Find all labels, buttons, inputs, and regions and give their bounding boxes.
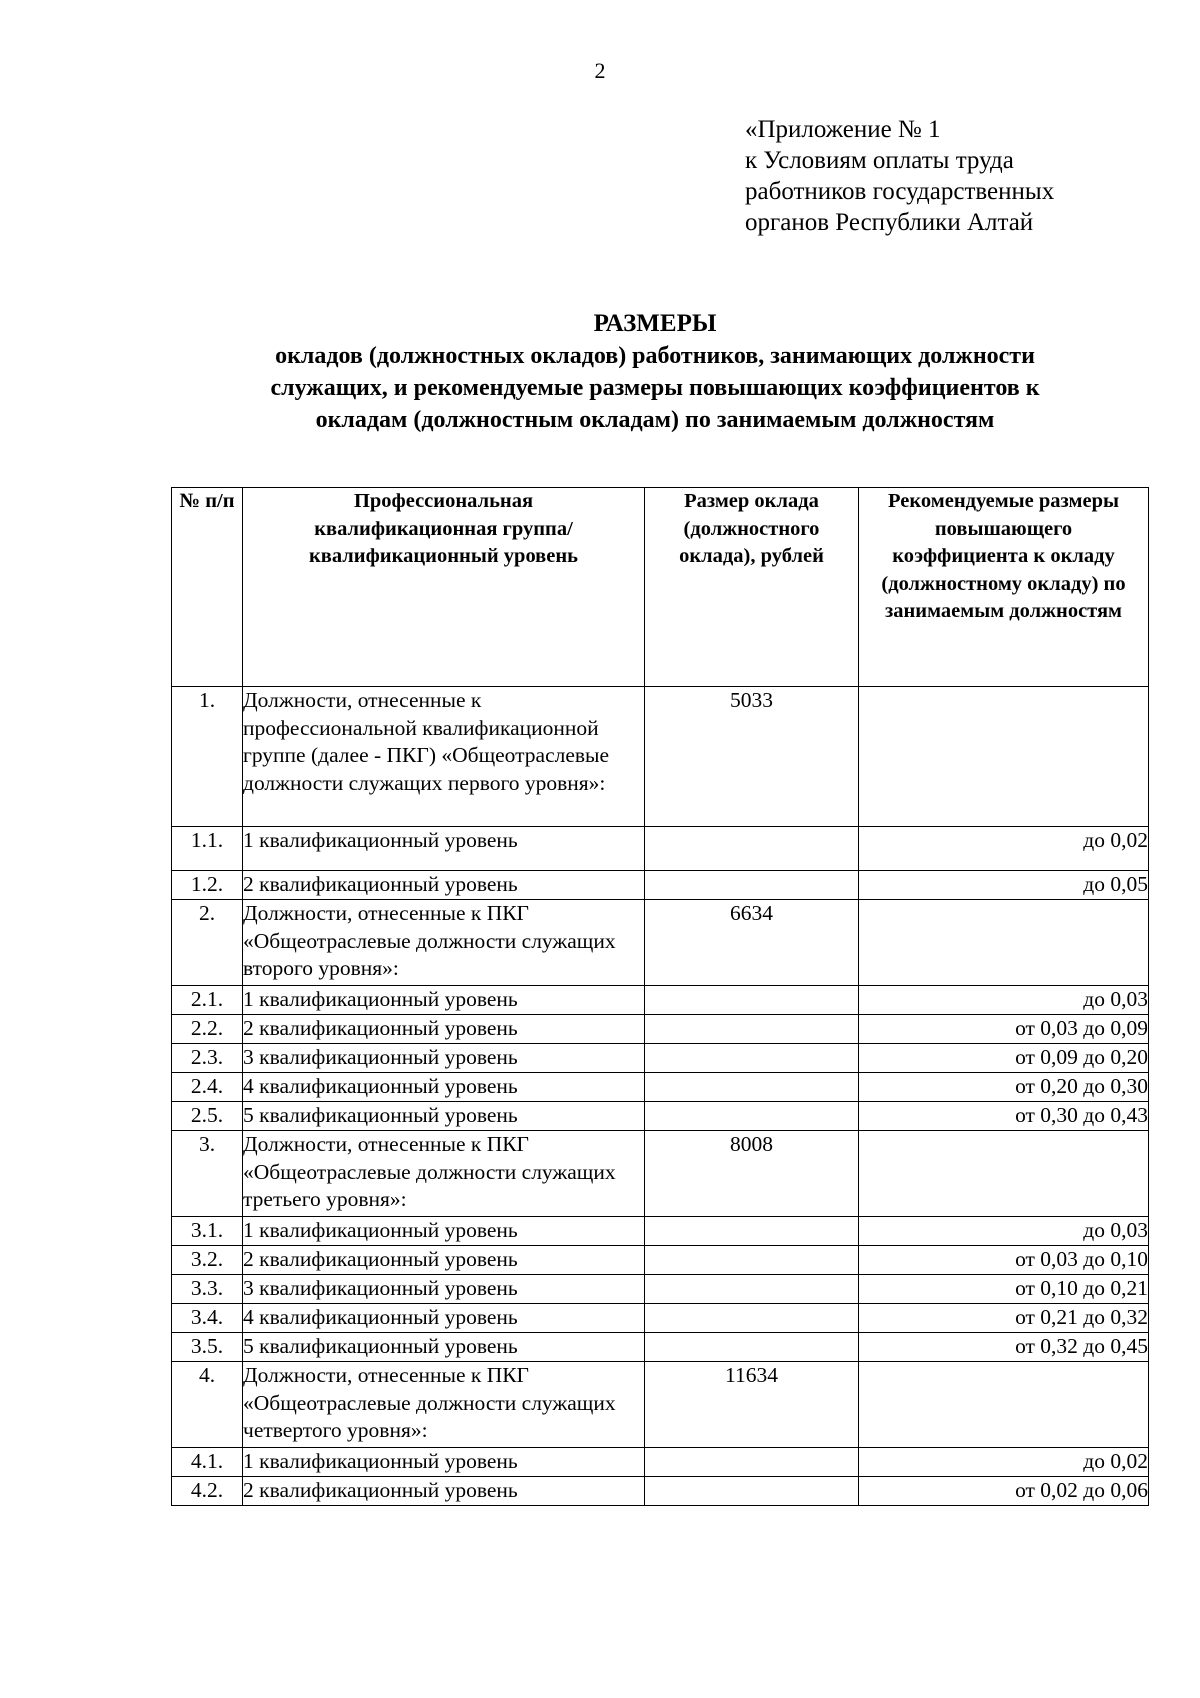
row-salary: 6634 (645, 900, 859, 986)
row-group: 4 квалификационный уровень (243, 1073, 645, 1102)
row-coefficient: от 0,03 до 0,09 (859, 1015, 1149, 1044)
row-salary (645, 1448, 859, 1477)
table-row (172, 1015, 1149, 1044)
row-coefficient: до 0,05 (859, 871, 1149, 900)
subtitle-line: окладам (должностным окладам) по занимаемым должностям (315, 407, 995, 433)
table-row (172, 986, 1149, 1015)
row-coefficient: до 0,02 (859, 827, 1149, 871)
document-heading (160, 308, 1150, 436)
row-salary (645, 986, 859, 1015)
table-row (172, 1131, 1149, 1217)
row-coefficient: от 0,21 до 0,32 (859, 1304, 1149, 1333)
row-group: 1 квалификационный уровень (243, 986, 645, 1015)
row-coefficient: от 0,30 до 0,43 (859, 1102, 1149, 1131)
row-number: 3.1. (172, 1217, 243, 1246)
row-salary (645, 1333, 859, 1362)
row-salary (645, 1275, 859, 1304)
table-row (172, 1362, 1149, 1448)
page-number: 2 (594, 58, 606, 83)
row-number: 2.4. (172, 1073, 243, 1102)
row-number: 4.1. (172, 1448, 243, 1477)
row-group: 5 квалификационный уровень (243, 1102, 645, 1131)
row-group: Должности, отнесенные к профессиональной квалификационной группе (далее - ПКГ) «Общеотраслевые должности служащих первого уровня»: (243, 687, 645, 827)
row-salary: 11634 (645, 1362, 859, 1448)
table-row (172, 1246, 1149, 1275)
annex-line: «Приложение № 1 (745, 116, 941, 143)
table-row (172, 1275, 1149, 1304)
row-group: 1 квалификационный уровень (243, 1448, 645, 1477)
table-row (172, 827, 1149, 871)
row-salary (645, 1102, 859, 1131)
row-coefficient: до 0,02 (859, 1448, 1149, 1477)
row-group: 2 квалификационный уровень (243, 1477, 645, 1506)
row-group: 2 квалификационный уровень (243, 1015, 645, 1044)
row-salary (645, 1217, 859, 1246)
annex-line: работников государственных (745, 178, 1055, 205)
row-group: 3 квалификационный уровень (243, 1275, 645, 1304)
document-title: РАЗМЕРЫ (593, 310, 717, 337)
row-salary: 8008 (645, 1131, 859, 1217)
row-group: 1 квалификационный уровень (243, 827, 645, 871)
row-coefficient (859, 900, 1149, 986)
table-row (172, 1102, 1149, 1131)
row-group: Должности, отнесенные к ПКГ «Общеотраслевые должности служащих четвертого уровня»: (243, 1362, 645, 1448)
row-number: 3.3. (172, 1275, 243, 1304)
table-row (172, 687, 1149, 827)
table-row (172, 1073, 1149, 1102)
table-row (172, 900, 1149, 986)
row-salary (645, 1044, 859, 1073)
row-group: 1 квалификационный уровень (243, 1217, 645, 1246)
row-coefficient: от 0,09 до 0,20 (859, 1044, 1149, 1073)
row-number: 3.4. (172, 1304, 243, 1333)
annex-reference (745, 114, 1165, 238)
row-salary (645, 1477, 859, 1506)
header-coefficient: Рекомендуемые размеры повышающего коэффициента к окладу (должностному окладу) по занимаемым должностям (859, 488, 1149, 687)
row-number: 2.1. (172, 986, 243, 1015)
row-group: Должности, отнесенные к ПКГ «Общеотраслевые должности служащих третьего уровня»: (243, 1131, 645, 1217)
row-number: 1. (172, 687, 243, 827)
header-number: № п/п (172, 488, 243, 687)
row-number: 4. (172, 1362, 243, 1448)
row-coefficient: от 0,20 до 0,30 (859, 1073, 1149, 1102)
subtitle-line: служащих, и рекомендуемые размеры повышающих коэффициентов к (270, 375, 1040, 401)
row-group: 3 квалификационный уровень (243, 1044, 645, 1073)
row-number: 2. (172, 900, 243, 986)
table-row (172, 1044, 1149, 1073)
row-group: 2 квалификационный уровень (243, 871, 645, 900)
table-row (172, 1477, 1149, 1506)
table-row (172, 1304, 1149, 1333)
table-row (172, 1448, 1149, 1477)
row-group: 4 квалификационный уровень (243, 1304, 645, 1333)
table-body (172, 687, 1149, 1506)
row-coefficient (859, 687, 1149, 827)
row-salary: 5033 (645, 687, 859, 827)
annex-line: к Условиям оплаты труда (745, 147, 1014, 174)
row-coefficient (859, 1362, 1149, 1448)
document-subtitle (160, 340, 1150, 436)
row-coefficient: до 0,03 (859, 986, 1149, 1015)
row-number: 2.2. (172, 1015, 243, 1044)
row-number: 1.1. (172, 827, 243, 871)
row-number: 3. (172, 1131, 243, 1217)
row-salary (645, 1015, 859, 1044)
row-number: 3.2. (172, 1246, 243, 1275)
row-coefficient (859, 1131, 1149, 1217)
table-row (172, 1333, 1149, 1362)
row-coefficient: от 0,32 до 0,45 (859, 1333, 1149, 1362)
subtitle-line: окладов (должностных окладов) работников, занимающих должности (275, 343, 1035, 369)
row-number: 1.2. (172, 871, 243, 900)
row-group: Должности, отнесенные к ПКГ «Общеотраслевые должности служащих второго уровня»: (243, 900, 645, 986)
row-salary (645, 1246, 859, 1275)
salary-table (171, 487, 1149, 1506)
row-coefficient: до 0,03 (859, 1217, 1149, 1246)
table-header-row (172, 488, 1149, 687)
header-salary: Размер оклада (должностного оклада), рублей (645, 488, 859, 687)
row-group: 2 квалификационный уровень (243, 1246, 645, 1275)
row-number: 3.5. (172, 1333, 243, 1362)
row-salary (645, 827, 859, 871)
table-row (172, 1217, 1149, 1246)
row-salary (645, 871, 859, 900)
row-number: 2.3. (172, 1044, 243, 1073)
row-coefficient: от 0,10 до 0,21 (859, 1275, 1149, 1304)
annex-line: органов Республики Алтай (745, 209, 1034, 236)
row-coefficient: от 0,02 до 0,06 (859, 1477, 1149, 1506)
row-number: 2.5. (172, 1102, 243, 1131)
row-coefficient: от 0,03 до 0,10 (859, 1246, 1149, 1275)
header-group: Профессиональная квалификационная группа/квалификационный уровень (243, 488, 645, 687)
row-number: 4.2. (172, 1477, 243, 1506)
row-salary (645, 1073, 859, 1102)
table-row (172, 871, 1149, 900)
row-group: 5 квалификационный уровень (243, 1333, 645, 1362)
row-salary (645, 1304, 859, 1333)
